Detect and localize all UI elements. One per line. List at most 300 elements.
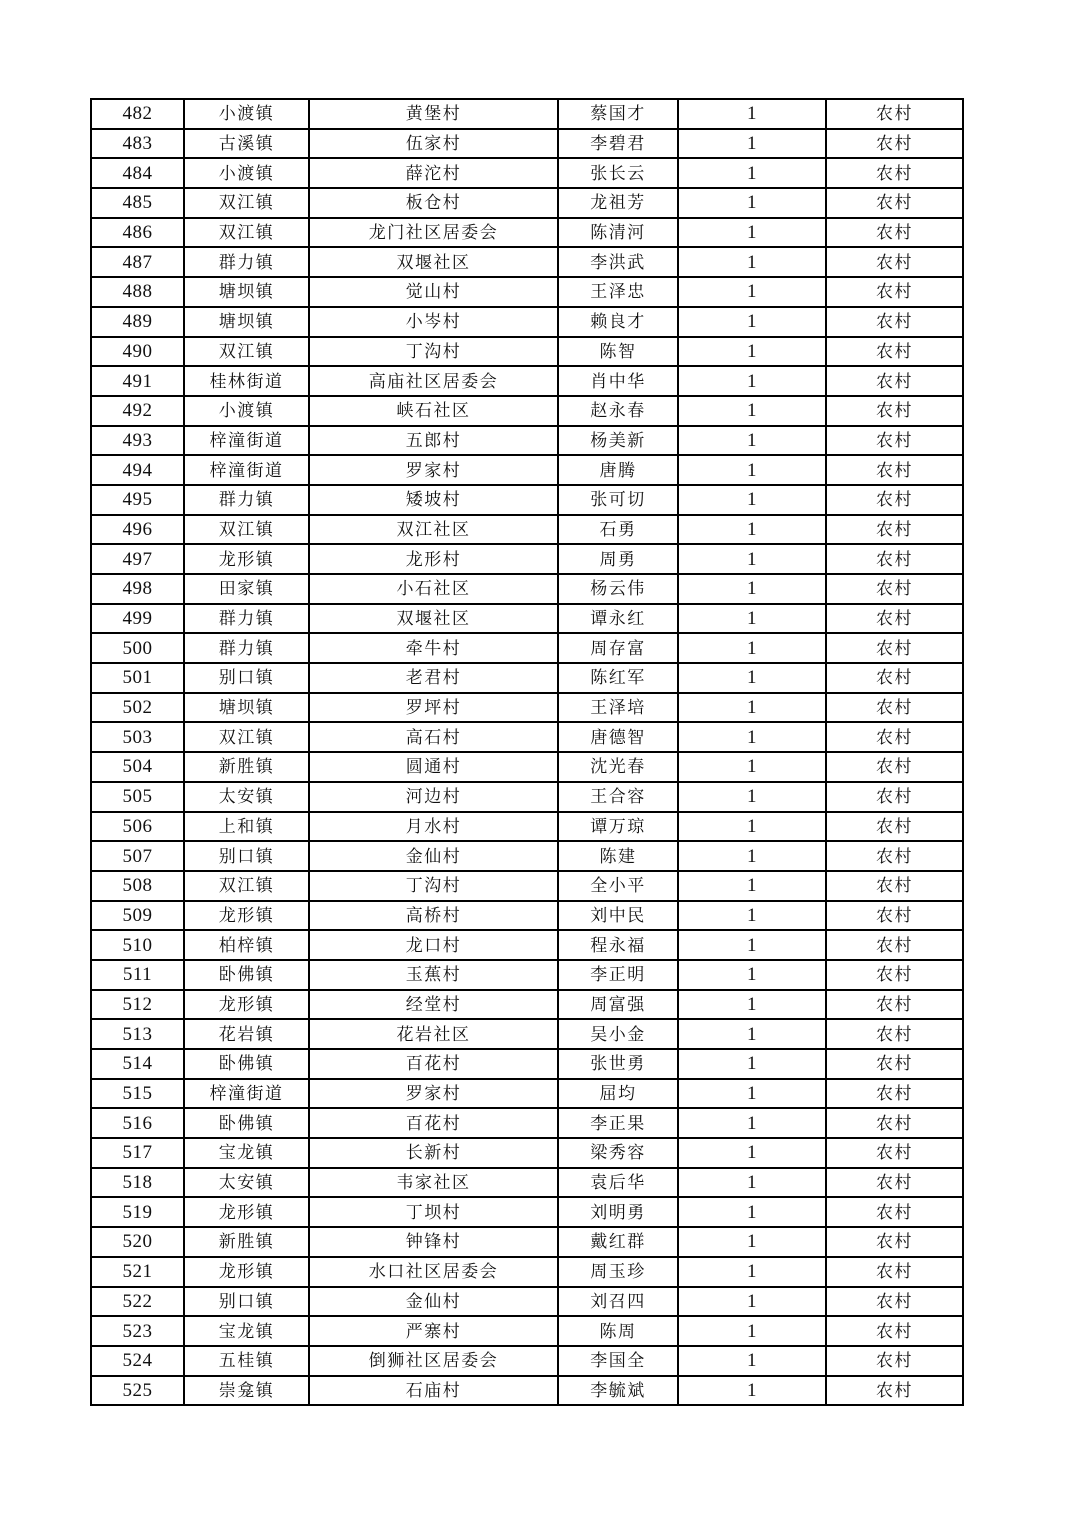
category-cell: 农村 bbox=[826, 515, 963, 545]
town-cell: 龙形镇 bbox=[184, 1197, 309, 1227]
category-cell: 农村 bbox=[826, 633, 963, 663]
row-number-cell: 511 bbox=[91, 960, 184, 990]
table-row bbox=[91, 960, 963, 990]
row-number-cell: 515 bbox=[91, 1079, 184, 1109]
village-cell: 伍家村 bbox=[309, 129, 558, 159]
category-cell: 农村 bbox=[826, 871, 963, 901]
person-name-cell: 谭万琼 bbox=[558, 812, 678, 842]
village-cell: 双堰社区 bbox=[309, 604, 558, 634]
person-name-cell: 张长云 bbox=[558, 158, 678, 188]
table-row bbox=[91, 188, 963, 218]
person-name-cell: 赖良才 bbox=[558, 307, 678, 337]
village-cell: 黄堡村 bbox=[309, 99, 558, 129]
count-cell: 1 bbox=[678, 722, 826, 752]
table-row bbox=[91, 1287, 963, 1317]
row-number-cell: 516 bbox=[91, 1108, 184, 1138]
village-cell: 龙口村 bbox=[309, 930, 558, 960]
category-cell: 农村 bbox=[826, 247, 963, 277]
table-row bbox=[91, 544, 963, 574]
town-cell: 上和镇 bbox=[184, 812, 309, 842]
village-cell: 花岩社区 bbox=[309, 1019, 558, 1049]
person-name-cell: 唐德智 bbox=[558, 722, 678, 752]
town-cell: 五桂镇 bbox=[184, 1346, 309, 1376]
table-row bbox=[91, 1079, 963, 1109]
row-number-cell: 487 bbox=[91, 247, 184, 277]
person-name-cell: 屈均 bbox=[558, 1079, 678, 1109]
row-number-cell: 485 bbox=[91, 188, 184, 218]
person-name-cell: 陈智 bbox=[558, 337, 678, 367]
category-cell: 农村 bbox=[826, 722, 963, 752]
village-cell: 钟锋村 bbox=[309, 1227, 558, 1257]
count-cell: 1 bbox=[678, 1316, 826, 1346]
table-row bbox=[91, 218, 963, 248]
village-cell: 牵牛村 bbox=[309, 633, 558, 663]
records-table bbox=[90, 98, 964, 1406]
category-cell: 农村 bbox=[826, 841, 963, 871]
count-cell: 1 bbox=[678, 663, 826, 693]
town-cell: 塘坝镇 bbox=[184, 277, 309, 307]
village-cell: 倒狮社区居委会 bbox=[309, 1346, 558, 1376]
table-row bbox=[91, 841, 963, 871]
category-cell: 农村 bbox=[826, 307, 963, 337]
count-cell: 1 bbox=[678, 247, 826, 277]
person-name-cell: 程永福 bbox=[558, 930, 678, 960]
town-cell: 双江镇 bbox=[184, 188, 309, 218]
row-number-cell: 522 bbox=[91, 1287, 184, 1317]
count-cell: 1 bbox=[678, 1019, 826, 1049]
table-row bbox=[91, 247, 963, 277]
row-number-cell: 524 bbox=[91, 1346, 184, 1376]
village-cell: 罗坪村 bbox=[309, 693, 558, 723]
row-number-cell: 494 bbox=[91, 455, 184, 485]
count-cell: 1 bbox=[678, 455, 826, 485]
village-cell: 高庙社区居委会 bbox=[309, 366, 558, 396]
town-cell: 双江镇 bbox=[184, 722, 309, 752]
category-cell: 农村 bbox=[826, 782, 963, 812]
village-cell: 矮坡村 bbox=[309, 485, 558, 515]
town-cell: 宝龙镇 bbox=[184, 1138, 309, 1168]
village-cell: 薛沱村 bbox=[309, 158, 558, 188]
person-name-cell: 王泽培 bbox=[558, 693, 678, 723]
table-row bbox=[91, 1108, 963, 1138]
category-cell: 农村 bbox=[826, 1108, 963, 1138]
count-cell: 1 bbox=[678, 841, 826, 871]
row-number-cell: 512 bbox=[91, 990, 184, 1020]
person-name-cell: 陈红军 bbox=[558, 663, 678, 693]
category-cell: 农村 bbox=[826, 455, 963, 485]
count-cell: 1 bbox=[678, 901, 826, 931]
count-cell: 1 bbox=[678, 1079, 826, 1109]
row-number-cell: 495 bbox=[91, 485, 184, 515]
person-name-cell: 刘中民 bbox=[558, 901, 678, 931]
person-name-cell: 李洪武 bbox=[558, 247, 678, 277]
count-cell: 1 bbox=[678, 1227, 826, 1257]
town-cell: 双江镇 bbox=[184, 337, 309, 367]
person-name-cell: 周存富 bbox=[558, 633, 678, 663]
table-row bbox=[91, 693, 963, 723]
person-name-cell: 吴小金 bbox=[558, 1019, 678, 1049]
row-number-cell: 506 bbox=[91, 812, 184, 842]
village-cell: 丁沟村 bbox=[309, 871, 558, 901]
town-cell: 龙形镇 bbox=[184, 1257, 309, 1287]
village-cell: 小岑村 bbox=[309, 307, 558, 337]
count-cell: 1 bbox=[678, 129, 826, 159]
count-cell: 1 bbox=[678, 218, 826, 248]
row-number-cell: 502 bbox=[91, 693, 184, 723]
town-cell: 新胜镇 bbox=[184, 1227, 309, 1257]
town-cell: 小渡镇 bbox=[184, 158, 309, 188]
table-row bbox=[91, 1346, 963, 1376]
village-cell: 水口社区居委会 bbox=[309, 1257, 558, 1287]
town-cell: 龙形镇 bbox=[184, 901, 309, 931]
person-name-cell: 陈清河 bbox=[558, 218, 678, 248]
person-name-cell: 戴红群 bbox=[558, 1227, 678, 1257]
town-cell: 小渡镇 bbox=[184, 396, 309, 426]
count-cell: 1 bbox=[678, 1168, 826, 1198]
row-number-cell: 483 bbox=[91, 129, 184, 159]
table-row bbox=[91, 663, 963, 693]
row-number-cell: 484 bbox=[91, 158, 184, 188]
table-row bbox=[91, 1376, 963, 1406]
town-cell: 群力镇 bbox=[184, 633, 309, 663]
person-name-cell: 李正果 bbox=[558, 1108, 678, 1138]
table-row bbox=[91, 722, 963, 752]
person-name-cell: 石勇 bbox=[558, 515, 678, 545]
row-number-cell: 493 bbox=[91, 426, 184, 456]
category-cell: 农村 bbox=[826, 337, 963, 367]
village-cell: 金仙村 bbox=[309, 1287, 558, 1317]
row-number-cell: 520 bbox=[91, 1227, 184, 1257]
row-number-cell: 519 bbox=[91, 1197, 184, 1227]
person-name-cell: 刘召四 bbox=[558, 1287, 678, 1317]
count-cell: 1 bbox=[678, 604, 826, 634]
village-cell: 长新村 bbox=[309, 1138, 558, 1168]
category-cell: 农村 bbox=[826, 693, 963, 723]
person-name-cell: 谭永红 bbox=[558, 604, 678, 634]
person-name-cell: 赵永春 bbox=[558, 396, 678, 426]
village-cell: 丁坝村 bbox=[309, 1197, 558, 1227]
count-cell: 1 bbox=[678, 990, 826, 1020]
person-name-cell: 沈光春 bbox=[558, 752, 678, 782]
category-cell: 农村 bbox=[826, 1049, 963, 1079]
count-cell: 1 bbox=[678, 1287, 826, 1317]
person-name-cell: 李毓斌 bbox=[558, 1376, 678, 1406]
count-cell: 1 bbox=[678, 1049, 826, 1079]
village-cell: 龙形村 bbox=[309, 544, 558, 574]
category-cell: 农村 bbox=[826, 960, 963, 990]
row-number-cell: 497 bbox=[91, 544, 184, 574]
town-cell: 塘坝镇 bbox=[184, 307, 309, 337]
row-number-cell: 514 bbox=[91, 1049, 184, 1079]
table-row bbox=[91, 426, 963, 456]
town-cell: 卧佛镇 bbox=[184, 1108, 309, 1138]
table-row bbox=[91, 455, 963, 485]
village-cell: 高石村 bbox=[309, 722, 558, 752]
person-name-cell: 陈周 bbox=[558, 1316, 678, 1346]
category-cell: 农村 bbox=[826, 1019, 963, 1049]
table-row bbox=[91, 990, 963, 1020]
count-cell: 1 bbox=[678, 693, 826, 723]
count-cell: 1 bbox=[678, 960, 826, 990]
row-number-cell: 491 bbox=[91, 366, 184, 396]
village-cell: 严寨村 bbox=[309, 1316, 558, 1346]
category-cell: 农村 bbox=[826, 426, 963, 456]
person-name-cell: 王泽忠 bbox=[558, 277, 678, 307]
count-cell: 1 bbox=[678, 277, 826, 307]
town-cell: 梓潼街道 bbox=[184, 455, 309, 485]
category-cell: 农村 bbox=[826, 1168, 963, 1198]
village-cell: 丁沟村 bbox=[309, 337, 558, 367]
town-cell: 太安镇 bbox=[184, 1168, 309, 1198]
table-row bbox=[91, 752, 963, 782]
category-cell: 农村 bbox=[826, 1287, 963, 1317]
count-cell: 1 bbox=[678, 782, 826, 812]
category-cell: 农村 bbox=[826, 188, 963, 218]
category-cell: 农村 bbox=[826, 99, 963, 129]
row-number-cell: 490 bbox=[91, 337, 184, 367]
village-cell: 圆通村 bbox=[309, 752, 558, 782]
count-cell: 1 bbox=[678, 871, 826, 901]
village-cell: 老君村 bbox=[309, 663, 558, 693]
village-cell: 金仙村 bbox=[309, 841, 558, 871]
village-cell: 龙门社区居委会 bbox=[309, 218, 558, 248]
row-number-cell: 489 bbox=[91, 307, 184, 337]
row-number-cell: 486 bbox=[91, 218, 184, 248]
count-cell: 1 bbox=[678, 1257, 826, 1287]
row-number-cell: 508 bbox=[91, 871, 184, 901]
row-number-cell: 521 bbox=[91, 1257, 184, 1287]
category-cell: 农村 bbox=[826, 485, 963, 515]
village-cell: 百花村 bbox=[309, 1108, 558, 1138]
category-cell: 农村 bbox=[826, 366, 963, 396]
person-name-cell: 全小平 bbox=[558, 871, 678, 901]
village-cell: 双江社区 bbox=[309, 515, 558, 545]
category-cell: 农村 bbox=[826, 544, 963, 574]
town-cell: 梓潼街道 bbox=[184, 426, 309, 456]
count-cell: 1 bbox=[678, 1376, 826, 1406]
row-number-cell: 507 bbox=[91, 841, 184, 871]
person-name-cell: 唐腾 bbox=[558, 455, 678, 485]
table-row bbox=[91, 871, 963, 901]
village-cell: 韦家社区 bbox=[309, 1168, 558, 1198]
category-cell: 农村 bbox=[826, 990, 963, 1020]
table-row bbox=[91, 1197, 963, 1227]
count-cell: 1 bbox=[678, 515, 826, 545]
town-cell: 古溪镇 bbox=[184, 129, 309, 159]
count-cell: 1 bbox=[678, 752, 826, 782]
category-cell: 农村 bbox=[826, 1138, 963, 1168]
town-cell: 太安镇 bbox=[184, 782, 309, 812]
town-cell: 新胜镇 bbox=[184, 752, 309, 782]
row-number-cell: 509 bbox=[91, 901, 184, 931]
village-cell: 石庙村 bbox=[309, 1376, 558, 1406]
town-cell: 桂林街道 bbox=[184, 366, 309, 396]
table-row bbox=[91, 366, 963, 396]
person-name-cell: 杨云伟 bbox=[558, 574, 678, 604]
category-cell: 农村 bbox=[826, 574, 963, 604]
row-number-cell: 518 bbox=[91, 1168, 184, 1198]
person-name-cell: 梁秀容 bbox=[558, 1138, 678, 1168]
village-cell: 高桥村 bbox=[309, 901, 558, 931]
row-number-cell: 499 bbox=[91, 604, 184, 634]
category-cell: 农村 bbox=[826, 1316, 963, 1346]
town-cell: 花岩镇 bbox=[184, 1019, 309, 1049]
town-cell: 崇龛镇 bbox=[184, 1376, 309, 1406]
count-cell: 1 bbox=[678, 1108, 826, 1138]
row-number-cell: 510 bbox=[91, 930, 184, 960]
table-row bbox=[91, 1138, 963, 1168]
row-number-cell: 523 bbox=[91, 1316, 184, 1346]
person-name-cell: 李正明 bbox=[558, 960, 678, 990]
row-number-cell: 488 bbox=[91, 277, 184, 307]
table-row bbox=[91, 604, 963, 634]
village-cell: 板仓村 bbox=[309, 188, 558, 218]
category-cell: 农村 bbox=[826, 1257, 963, 1287]
row-number-cell: 503 bbox=[91, 722, 184, 752]
town-cell: 双江镇 bbox=[184, 871, 309, 901]
category-cell: 农村 bbox=[826, 752, 963, 782]
village-cell: 小石社区 bbox=[309, 574, 558, 604]
table-row bbox=[91, 1227, 963, 1257]
category-cell: 农村 bbox=[826, 930, 963, 960]
category-cell: 农村 bbox=[826, 277, 963, 307]
count-cell: 1 bbox=[678, 544, 826, 574]
person-name-cell: 张可切 bbox=[558, 485, 678, 515]
table-row bbox=[91, 930, 963, 960]
count-cell: 1 bbox=[678, 366, 826, 396]
town-cell: 卧佛镇 bbox=[184, 1049, 309, 1079]
village-cell: 经堂村 bbox=[309, 990, 558, 1020]
category-cell: 农村 bbox=[826, 1227, 963, 1257]
category-cell: 农村 bbox=[826, 1197, 963, 1227]
row-number-cell: 505 bbox=[91, 782, 184, 812]
table-row bbox=[91, 277, 963, 307]
table-row bbox=[91, 337, 963, 367]
category-cell: 农村 bbox=[826, 812, 963, 842]
village-cell: 河边村 bbox=[309, 782, 558, 812]
town-cell: 双江镇 bbox=[184, 515, 309, 545]
person-name-cell: 陈建 bbox=[558, 841, 678, 871]
category-cell: 农村 bbox=[826, 604, 963, 634]
table-row bbox=[91, 1019, 963, 1049]
village-cell: 玉蕉村 bbox=[309, 960, 558, 990]
table-row bbox=[91, 129, 963, 159]
town-cell: 卧佛镇 bbox=[184, 960, 309, 990]
category-cell: 农村 bbox=[826, 1376, 963, 1406]
town-cell: 别口镇 bbox=[184, 663, 309, 693]
row-number-cell: 498 bbox=[91, 574, 184, 604]
row-number-cell: 496 bbox=[91, 515, 184, 545]
count-cell: 1 bbox=[678, 307, 826, 337]
count-cell: 1 bbox=[678, 158, 826, 188]
town-cell: 别口镇 bbox=[184, 841, 309, 871]
category-cell: 农村 bbox=[826, 663, 963, 693]
table-row bbox=[91, 782, 963, 812]
category-cell: 农村 bbox=[826, 396, 963, 426]
table-row bbox=[91, 633, 963, 663]
village-cell: 峡石社区 bbox=[309, 396, 558, 426]
count-cell: 1 bbox=[678, 574, 826, 604]
table-row bbox=[91, 574, 963, 604]
person-name-cell: 肖中华 bbox=[558, 366, 678, 396]
category-cell: 农村 bbox=[826, 1079, 963, 1109]
person-name-cell: 刘明勇 bbox=[558, 1197, 678, 1227]
row-number-cell: 517 bbox=[91, 1138, 184, 1168]
table-row bbox=[91, 515, 963, 545]
table-row bbox=[91, 901, 963, 931]
village-cell: 双堰社区 bbox=[309, 247, 558, 277]
person-name-cell: 李国全 bbox=[558, 1346, 678, 1376]
town-cell: 龙形镇 bbox=[184, 990, 309, 1020]
table-row bbox=[91, 485, 963, 515]
person-name-cell: 李碧君 bbox=[558, 129, 678, 159]
town-cell: 梓潼街道 bbox=[184, 1079, 309, 1109]
village-cell: 罗家村 bbox=[309, 455, 558, 485]
village-cell: 觉山村 bbox=[309, 277, 558, 307]
person-name-cell: 周富强 bbox=[558, 990, 678, 1020]
table-row bbox=[91, 1257, 963, 1287]
village-cell: 月水村 bbox=[309, 812, 558, 842]
count-cell: 1 bbox=[678, 396, 826, 426]
town-cell: 小渡镇 bbox=[184, 99, 309, 129]
category-cell: 农村 bbox=[826, 901, 963, 931]
village-cell: 罗家村 bbox=[309, 1079, 558, 1109]
person-name-cell: 杨美新 bbox=[558, 426, 678, 456]
person-name-cell: 王合容 bbox=[558, 782, 678, 812]
row-number-cell: 501 bbox=[91, 663, 184, 693]
village-cell: 五郎村 bbox=[309, 426, 558, 456]
row-number-cell: 513 bbox=[91, 1019, 184, 1049]
person-name-cell: 袁后华 bbox=[558, 1168, 678, 1198]
count-cell: 1 bbox=[678, 930, 826, 960]
town-cell: 别口镇 bbox=[184, 1287, 309, 1317]
town-cell: 宝龙镇 bbox=[184, 1316, 309, 1346]
town-cell: 龙形镇 bbox=[184, 544, 309, 574]
town-cell: 塘坝镇 bbox=[184, 693, 309, 723]
table-body bbox=[91, 99, 963, 1405]
town-cell: 群力镇 bbox=[184, 247, 309, 277]
category-cell: 农村 bbox=[826, 218, 963, 248]
table-row bbox=[91, 1316, 963, 1346]
count-cell: 1 bbox=[678, 426, 826, 456]
row-number-cell: 525 bbox=[91, 1376, 184, 1406]
count-cell: 1 bbox=[678, 1197, 826, 1227]
count-cell: 1 bbox=[678, 633, 826, 663]
category-cell: 农村 bbox=[826, 129, 963, 159]
town-cell: 群力镇 bbox=[184, 604, 309, 634]
count-cell: 1 bbox=[678, 337, 826, 367]
person-name-cell: 蔡国才 bbox=[558, 99, 678, 129]
town-cell: 田家镇 bbox=[184, 574, 309, 604]
table-row bbox=[91, 812, 963, 842]
count-cell: 1 bbox=[678, 188, 826, 218]
count-cell: 1 bbox=[678, 485, 826, 515]
table-row bbox=[91, 158, 963, 188]
count-cell: 1 bbox=[678, 812, 826, 842]
village-cell: 百花村 bbox=[309, 1049, 558, 1079]
count-cell: 1 bbox=[678, 1346, 826, 1376]
table-row bbox=[91, 1168, 963, 1198]
table-row bbox=[91, 396, 963, 426]
category-cell: 农村 bbox=[826, 1346, 963, 1376]
row-number-cell: 482 bbox=[91, 99, 184, 129]
person-name-cell: 周勇 bbox=[558, 544, 678, 574]
person-name-cell: 龙祖芳 bbox=[558, 188, 678, 218]
town-cell: 群力镇 bbox=[184, 485, 309, 515]
count-cell: 1 bbox=[678, 1138, 826, 1168]
row-number-cell: 492 bbox=[91, 396, 184, 426]
table-row bbox=[91, 99, 963, 129]
